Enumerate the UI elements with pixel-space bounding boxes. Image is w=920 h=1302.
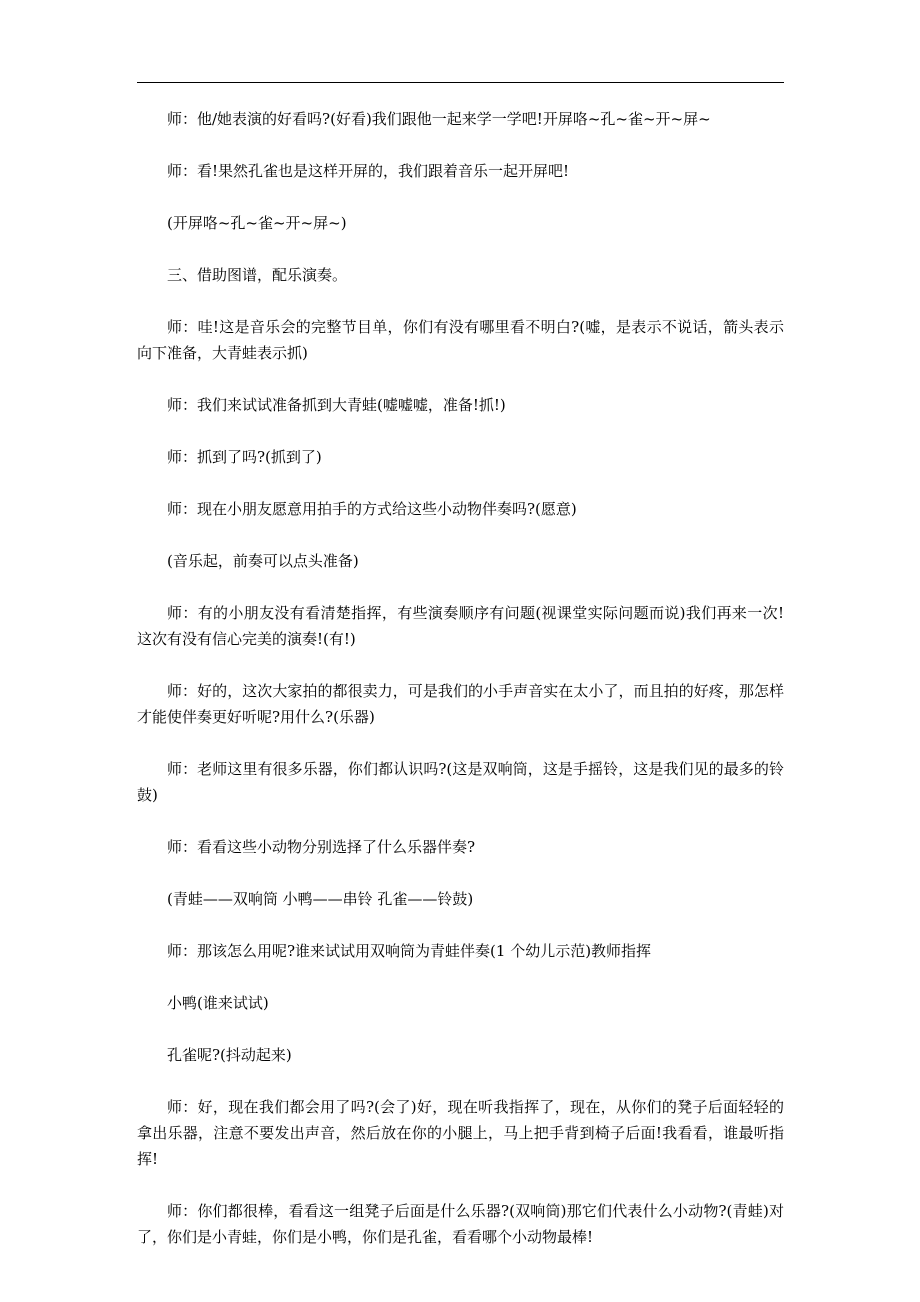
paragraph: 师：看!果然孔雀也是这样开屏的，我们跟着音乐一起开屏吧! [167,162,570,180]
paragraph: 师：你们都很棒，看看这一组凳子后面是什么乐器?(双响筒)那它们代表什么小动物?(青蛙)对了，你们是小青蛙，你们是小鸭，你们是孔雀，看看哪个小动物最棒! [137,1202,784,1246]
paragraph: 小鸭(谁来试试) [167,994,269,1012]
paragraph: 师：看看这些小动物分别选择了什么乐器伴奏? [167,838,476,856]
paragraph: 师：老师这里有很多乐器，你们都认识吗?(这是双响筒，这是手摇铃，这是我们见的最多的铃鼓) [137,760,784,804]
paragraph: 师：我们来试试准备抓到大青蛙(嘘嘘嘘，准备!抓!) [167,396,506,414]
paragraph: (青蛙——双响筒 小鸭——串铃 孔雀——铃鼓) [167,890,474,908]
paragraph: 师：他/她表演的好看吗?(好看)我们跟他一起来学一学吧!开屏咯~孔~雀~开~屏~ [167,110,711,128]
paragraph: 师：现在小朋友愿意用拍手的方式给这些小动物伴奏吗?(愿意) [167,500,577,518]
paragraph: (音乐起，前奏可以点头准备) [167,552,359,570]
paragraph: 师：好，现在我们都会用了吗?(会了)好，现在听我指挥了，现在，从你们的凳子后面轻轻的拿出乐器，注意不要发出声音，然后放在你的小腿上，马上把手背到椅子后面!我看看，谁最听指挥! [137,1098,784,1168]
section-heading: 三、借助图谱，配乐演奏。 [167,266,348,284]
header-rule [137,82,784,83]
paragraph: 师：好的，这次大家拍的都很卖力，可是我们的小手声音实在太小了，而且拍的好疼，那怎样才能使伴奏更好听呢?用什么?(乐器) [137,682,784,726]
paragraph: 师：那该怎么用呢?谁来试试用双响筒为青蛙伴奏(1 个幼儿示范)教师指挥 [167,942,652,960]
paragraph: 师：哇!这是音乐会的完整节目单，你们有没有哪里看不明白?(嘘，是表示不说话，箭头表示向下准备，大青蛙表示抓) [137,318,784,362]
paragraph: 师：有的小朋友没有看清楚指挥，有些演奏顺序有问题(视课堂实际问题而说)我们再来一次!这次有没有信心完美的演奏!(有!) [137,604,784,648]
paragraph: 师：抓到了吗?(抓到了) [167,448,322,466]
paragraph: 孔雀呢?(抖动起来) [167,1046,292,1064]
document-body [137,106,784,1276]
paragraph: (开屏咯~孔~雀~开~屏~) [167,214,347,232]
